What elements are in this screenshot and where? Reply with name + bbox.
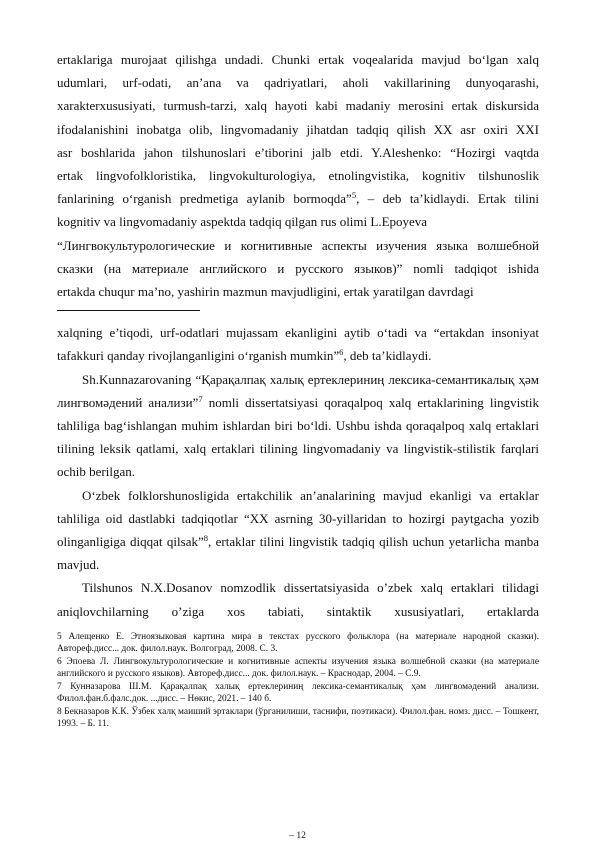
paragraph-4 <box>57 484 539 577</box>
footnote-ref-7: 7 <box>198 393 203 404</box>
footnote-ref-8: 8 <box>203 533 208 544</box>
paragraph-2 <box>57 321 539 367</box>
paragraph-5: Tilshunos N.X.Dosanov nomzodlik dissertatsiyasida o’zbek xalq ertaklari tilidagi aniqlovchilarning o’ziga xos tabiati, sintaktik xususiyatlari, ertaklarda <box>57 580 539 619</box>
text-line: udumlari, urf-odati, an’ana va qadriyatlari, aholi vakillarining dunyoqarashi, <box>57 75 539 91</box>
text-fragment: xalqning e’tiqodi, urf-odatlari mujassam ekanligini aytib o‘tadi va “ertakdan insoniyat tafakkuri qanday rivojlanganligini o‘rganish mumkin” <box>57 325 539 364</box>
footnotes <box>57 631 539 731</box>
text-fragment: nomli dissertatsiyasi qoraqalpoq xalq ertaklarining lingvistik tahliliga bag‘ishlangan muhim ishlardan biri bo‘ldi. Ushbu ishda qoraqalpoq xalq ertaklari tilining leksik qatlami, xalq ertaklari tilining lingvomadaniy va lingvistik-stilistik farqlari ochib berilgan. <box>57 394 539 480</box>
text-line: сказки (на материале английского и русского языков)” nomli tadqiqot ishida <box>57 260 539 276</box>
text-line: ertak lingvofolkloristika, lingvokulturologiya, etnolingvistika, kognitiv tilshunoslik <box>57 168 539 184</box>
footnote-7: 7 Кунназарова Ш.М. Қарақалпақ халық ертеклериниң лексика-семантикалық ҳәм лингвомәдений анализи. Филол.фан.б.фалс.док. ...дисс. – Нөкис, 2021. – 140 б. <box>57 681 539 705</box>
page-number: – 12 <box>289 831 306 841</box>
top-paragraph <box>57 48 539 303</box>
text-line: “Лингвокультурологические и когнитивные аспекты изучения языка волшебной <box>57 237 539 253</box>
text-fragment: , ertaklar tilini lingvistik tadqiq qilish uchun yetarlicha manba mavjud. <box>57 534 539 573</box>
text-line: ertakda chuqur ma’no, yashirin mazmun mavjudligini, ertak yaratilgan davrdagi <box>57 284 474 300</box>
text-fragment: O‘zbek folklorshunosligida ertakchilik an’analarining mavjud ekanligi va ertaklar tahliliga oid dastlabki tadqiqotlar “XX asrning 30-yillaridan to hozirgi paytgacha yozib olinganligiga diqqat qilsak” <box>57 487 539 550</box>
text-fragment: fanlarining o‘rganish predmetiga aylanib bormoqda” <box>57 191 352 207</box>
footnote-5: 5 Алещенко Е. Этноязыковая картина мира в текстах русского фольклора (на материале народной сказки). Автореф.дисс... док. филол.наук. Волгоград, 2008. С. 3. <box>57 631 539 655</box>
footnote-8: 8 Бекназаров К.К. Ўзбек халқ маиший эртаклари (ўрганилиши, таснифи, поэтикаси). Филол.фан. номз. дисс. – Тошкент, 1993. – Б. 11. <box>57 706 539 730</box>
carried-footnote-separator <box>57 310 200 311</box>
text-fragment: , – deb ta’kidlaydi. Ertak tilini <box>356 191 539 207</box>
text-line: xarakterxususiyati, turmush-tarzi, xalq hayoti kabi madaniy merosini ertak diskursida <box>57 98 539 114</box>
text-line: ifodalanishini inobatga olib, lingvomadaniy jihatdan tadqiq qilish XX asr oxiri XXI <box>57 121 539 137</box>
paragraph-3 <box>57 368 539 484</box>
footnote-6: 6 Эпоева Л. Лингвокультурологические и когнитивные аспекты изучения языка волшебной сказки (на материале английского и русского языков). Автореф.дисс... док. филол.наук. – Краснодар, 2004. – С.9. <box>57 656 539 680</box>
footnote-ref-6: 6 <box>339 347 344 358</box>
text-fragment: Sh.Kunnazarovaning “Қарақалпақ халық ертеклериниң лексика-семантикалық ҳәм лингвомәдений анализи” <box>57 371 539 410</box>
text-fragment: , deb ta’kidlaydi. <box>343 348 432 364</box>
document-page <box>57 48 539 731</box>
text-line: asr boshlarida jahon tilshunoslari e’tiborini jalb etdi. Y.Aleshenko: “Hozirgi vaqtda <box>57 144 539 160</box>
text-line: kognitiv va lingvomadaniy aspektda tadqiq qilgan rus olimi L.Epoyeva <box>57 214 428 230</box>
footnote-ref-5: 5 <box>351 190 357 201</box>
text-line-with-footnote <box>57 187 539 210</box>
text-line: ertaklariga murojaat qilishga undadi. Chunki ertak voqealarida mavjud bo‘lgan xalq <box>57 52 539 67</box>
